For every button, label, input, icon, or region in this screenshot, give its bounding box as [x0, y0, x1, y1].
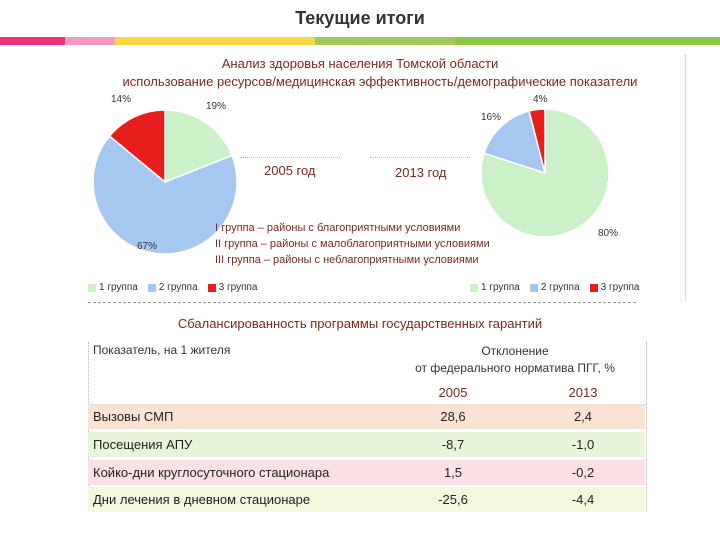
legend-label: 1 группа	[481, 282, 520, 293]
legend-swatch	[208, 284, 216, 292]
groups-description	[215, 220, 490, 268]
deviation-header-line-1: Отклонение	[481, 344, 549, 358]
page-title: Текущие итоги	[295, 8, 425, 28]
row-label: Вызовы СМП	[93, 409, 174, 424]
legend-label: 2 группа	[540, 282, 580, 293]
legend-item	[590, 282, 640, 293]
pie2-title: 2013 год	[395, 165, 447, 180]
legend-item	[470, 282, 520, 293]
row-value-2005: 1,5	[443, 465, 463, 480]
row-value-2013: -1,0	[571, 437, 595, 452]
row-value-2005: -25,6	[438, 492, 468, 507]
row-value-2013: 2,4	[573, 409, 593, 424]
legend-item	[148, 282, 198, 293]
pie1-label-2: 67%	[137, 241, 158, 252]
deviation-header	[395, 343, 635, 377]
row-value-2005: -8,7	[441, 437, 465, 452]
table-row	[88, 460, 645, 485]
legend-swatch	[530, 284, 538, 292]
legend-item	[208, 282, 258, 293]
row-value-2013: -0,2	[571, 465, 595, 480]
deviation-header-line-2: от федерального норматива ПГГ, %	[415, 361, 615, 375]
group-3-text: III группа – районы с неблагоприятными условиями	[215, 254, 479, 266]
legend-swatch	[590, 284, 598, 292]
row-value-2005: 28,6	[440, 409, 466, 424]
group-2-text: II группа – районы с малоблагоприятными условиями	[215, 238, 490, 250]
legend-swatch	[148, 284, 156, 292]
legend-label: 3 группа	[218, 282, 258, 293]
legend-label: 2 группа	[158, 282, 198, 293]
legend-item	[530, 282, 580, 293]
table-row	[88, 432, 645, 457]
year-2005-header: 2005	[438, 385, 468, 400]
row-label: Посещения АПУ	[93, 437, 193, 452]
pie2-legend	[470, 282, 639, 293]
pie1-label-1: 19%	[206, 101, 227, 112]
legend-item	[88, 282, 138, 293]
legend-label: 3 группа	[600, 282, 640, 293]
table-row	[88, 487, 645, 512]
section-divider	[88, 302, 636, 303]
row-label: Койко-дни круглосуточного стационара	[93, 465, 330, 480]
row-label: Дни лечения в дневном стационаре	[93, 492, 311, 507]
chart-subtitle: Анализ здоровья населения Томской области	[221, 56, 499, 71]
legend-swatch	[88, 284, 96, 292]
group-1-text: I группа – районы с благоприятными условиями	[215, 222, 461, 234]
pie1-legend	[88, 282, 257, 293]
year-2013-header: 2013	[568, 385, 598, 400]
chart-subtitle-2: использование ресурсов/медицинская эффективность/демографические показатели	[122, 74, 638, 89]
pie2-label-1: 80%	[598, 228, 619, 239]
pie2-label-3: 4%	[533, 94, 548, 105]
section-title: Сбалансированность программы государственных гарантий	[177, 316, 543, 331]
pie1-title: 2005 год	[264, 163, 316, 178]
pie1-label-3: 14%	[111, 94, 132, 105]
indicator-header: Показатель, на 1 жителя	[93, 343, 231, 357]
divider	[646, 342, 647, 512]
table-row	[88, 404, 645, 429]
pie2-label-2: 16%	[481, 112, 502, 123]
legend-swatch	[470, 284, 478, 292]
legend-label: 1 группа	[99, 282, 138, 293]
row-value-2013: -4,4	[571, 492, 595, 507]
